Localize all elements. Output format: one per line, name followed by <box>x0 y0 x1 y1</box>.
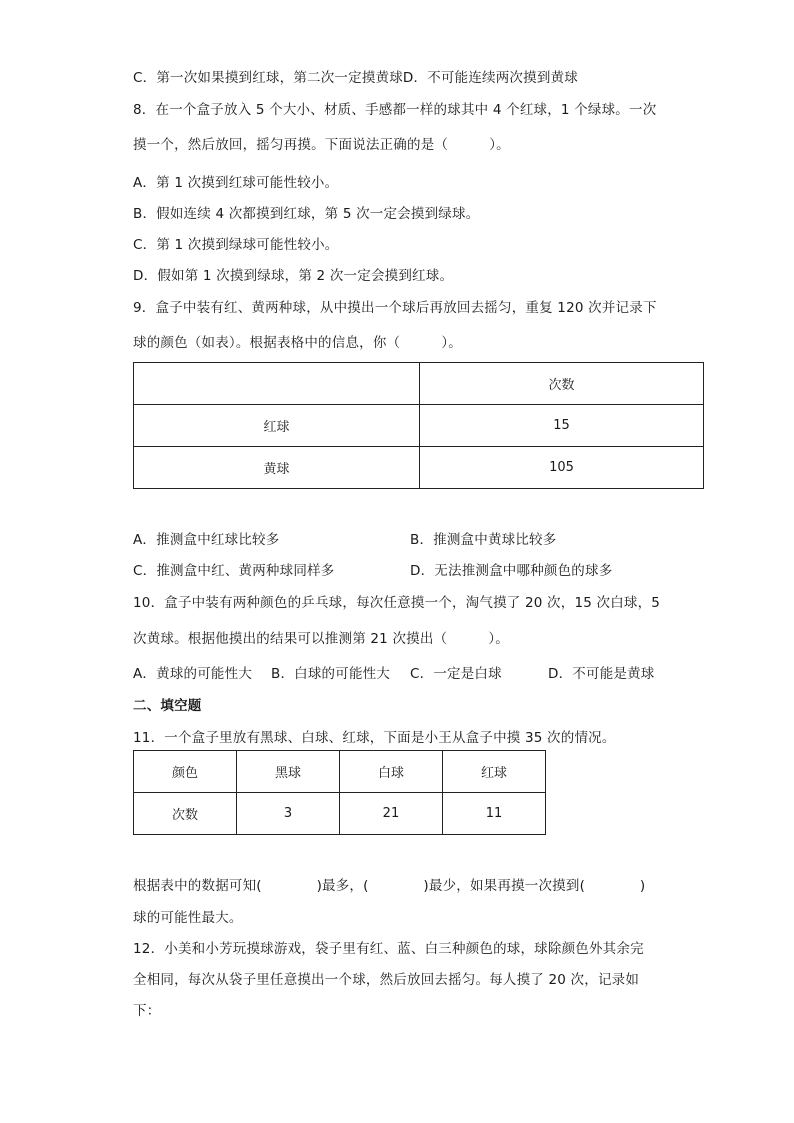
table-header-cell: 颜色 <box>134 751 237 793</box>
q8-stem-line2: 摸一个，然后放回，摇匀再摸。下面说法正确的是（ ）。 <box>133 137 510 153</box>
q11-fill-line1: 根据表中的数据可知( )最多，( )最少，如果再摸一次摸到( ) <box>133 878 646 894</box>
q12-stem-line3: 下： <box>133 1003 161 1019</box>
q8-option-c: C．第 1 次摸到绿球可能性较小。 <box>133 237 339 253</box>
q11-table <box>133 750 546 835</box>
table-header-cell <box>134 363 420 405</box>
q11-fill-line2: 球的可能性最大。 <box>133 910 243 926</box>
q9-option-b: B．推测盒中黄球比较多 <box>410 532 557 548</box>
q8-option-d: D．假如第 1 次摸到绿球，第 2 次一定会摸到红球。 <box>133 268 454 284</box>
q9-option-a: A．推测盒中红球比较多 <box>133 532 280 548</box>
table-header-cell: 白球 <box>339 751 442 793</box>
q8-option-b: B．假如连续 4 次都摸到红球，第 5 次一定会摸到绿球。 <box>133 206 480 222</box>
table-row <box>134 793 546 835</box>
table-header-cell: 黑球 <box>236 751 339 793</box>
q9-option-c: C．推测盒中红、黄两种球同样多 <box>133 563 335 579</box>
table-row <box>134 363 704 405</box>
q9-stem-line1: 9．盒子中装有红、黄两种球，从中摸出一个球后再放回去摇匀，重复 120 次并记录下 <box>133 300 657 316</box>
q10-option-b: B．白球的可能性大 <box>271 666 391 682</box>
table-cell: 15 <box>420 405 704 447</box>
q10-option-c: C．一定是白球 <box>410 666 502 682</box>
q8-option-a: A．第 1 次摸到红球可能性较小。 <box>133 175 339 191</box>
q10-option-d: D．不可能是黄球 <box>548 666 655 682</box>
q10-option-a: A．黄球的可能性大 <box>133 666 253 682</box>
table-cell: 红球 <box>134 405 420 447</box>
table-row <box>134 447 704 489</box>
q9-stem-line2: 球的颜色（如表）。根据表格中的信息，你（ ）。 <box>133 335 462 351</box>
table-row <box>134 405 704 447</box>
q11-stem-line1: 11．一个盒子里放有黑球、白球、红球，下面是小王从盒子中摸 35 次的情况。 <box>133 730 616 746</box>
q12-stem-line2: 全相同，每次从袋子里任意摸出一个球，然后放回去摇匀。每人摸了 20 次，记录如 <box>133 972 640 988</box>
table-cell: 21 <box>339 793 442 835</box>
table-cell: 黄球 <box>134 447 420 489</box>
table-cell: 105 <box>420 447 704 489</box>
table-row <box>134 751 546 793</box>
q8-stem-line1: 8．在一个盒子放入 5 个大小、材质、手感都一样的球其中 4 个红球，1 个绿球。一次 <box>133 102 657 118</box>
q7-options-cd: C．第一次如果摸到红球，第二次一定摸黄球D．不可能连续两次摸到黄球 <box>133 70 578 86</box>
section-title: 二、填空题 <box>133 698 202 714</box>
table-cell: 3 <box>236 793 339 835</box>
table-header-cell: 次数 <box>420 363 704 405</box>
q12-stem-line1: 12．小美和小芳玩摸球游戏，袋子里有红、蓝、白三种颜色的球，球除颜色外其余完 <box>133 941 644 957</box>
table-header-cell: 红球 <box>442 751 545 793</box>
q10-stem-line2: 次黄球。根据他摸出的结果可以推测第 21 次摸出（ ）。 <box>133 631 510 647</box>
q10-stem-line1: 10．盒子中装有两种颜色的乒乓球，每次任意摸一个，淘气摸了 20 次，15 次白球，5 <box>133 595 661 611</box>
table-cell: 11 <box>442 793 545 835</box>
q9-option-d: D．无法推测盒中哪种颜色的球多 <box>410 563 613 579</box>
table-cell: 次数 <box>134 793 237 835</box>
q9-table <box>133 362 704 489</box>
